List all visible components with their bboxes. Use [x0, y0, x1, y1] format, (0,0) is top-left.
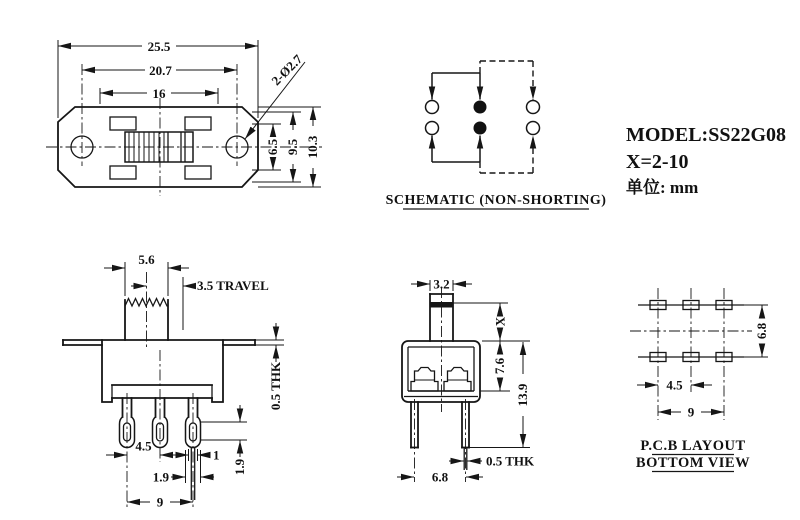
- contact-open: [426, 101, 439, 114]
- top-view: [46, 39, 322, 196]
- front-pin-3: [186, 393, 201, 507]
- schematic-title: SCHEMATIC (NON-SHORTING): [385, 193, 607, 208]
- unit-label: 单位: mm: [626, 178, 699, 197]
- dim-pad-pitch-label: 4.5: [666, 377, 683, 393]
- contact-common: [474, 101, 487, 114]
- dim-stem-height-label: X: [492, 316, 508, 327]
- dim-stem-width-label: 3.2: [433, 276, 450, 292]
- dim-slot-height-label: 6.5: [265, 138, 280, 156]
- dim-tip-width-label: 1.9: [152, 469, 169, 485]
- dim-slot-width-label: 16: [152, 86, 166, 101]
- pcb-layout-title: P.C.B LAYOUT: [640, 438, 746, 454]
- hole-callout-label: 2-Ø2.7: [268, 51, 306, 89]
- front-pin-1: [120, 393, 135, 507]
- model-label: MODEL:SS22G08: [626, 124, 787, 146]
- dim-plate-height-label: 10.3: [305, 135, 320, 159]
- window-cutout: [185, 117, 211, 130]
- dim-pin-width-label: 1: [213, 447, 220, 463]
- contact-open: [527, 122, 540, 135]
- dim-total-height-label: 13.9: [515, 383, 530, 407]
- dim-step-height-label: 9.5: [285, 138, 300, 156]
- bottom-view-title: BOTTOM VIEW: [635, 455, 751, 471]
- x-range-label: X=2-10: [626, 151, 689, 173]
- front-view: [63, 252, 284, 510]
- dim-pad-span-label: 9: [687, 404, 695, 420]
- dim-side-pin-span-label: 6.8: [431, 469, 449, 485]
- dim-travel-label: 3.5 TRAVEL: [197, 278, 269, 293]
- dim-flange-thk-label: 0.5 THK: [268, 361, 283, 411]
- side-view: [397, 277, 535, 485]
- contact-stack: [411, 368, 438, 392]
- schematic: [386, 61, 607, 209]
- front-body: [102, 340, 112, 402]
- dim-hole-span-label: 20.7: [149, 63, 172, 78]
- dim-knob-width-label: 5.6: [138, 252, 155, 267]
- contact-common: [474, 122, 487, 135]
- window-cutout: [185, 166, 211, 179]
- contact-open: [527, 101, 540, 114]
- pcb-layout: [630, 288, 769, 472]
- dim-hole-height-label: 1.9: [232, 458, 247, 476]
- dim-row-span-label: 6.8: [754, 322, 769, 340]
- dim-pin-pitch-label: 4.5: [135, 438, 152, 454]
- dim-pin-thk-label: 0.5 THK: [486, 453, 535, 469]
- contact-open: [426, 122, 439, 135]
- window-cutout: [110, 166, 136, 179]
- dim-body-height-label: 7.6: [492, 357, 507, 375]
- window-cutout: [110, 117, 136, 130]
- title-block: [626, 124, 786, 197]
- side-body: [402, 341, 480, 402]
- dim-pin-span-label: 9: [156, 494, 164, 510]
- dim-total-width-label: 25.5: [147, 39, 171, 54]
- contact-stack: [444, 368, 471, 392]
